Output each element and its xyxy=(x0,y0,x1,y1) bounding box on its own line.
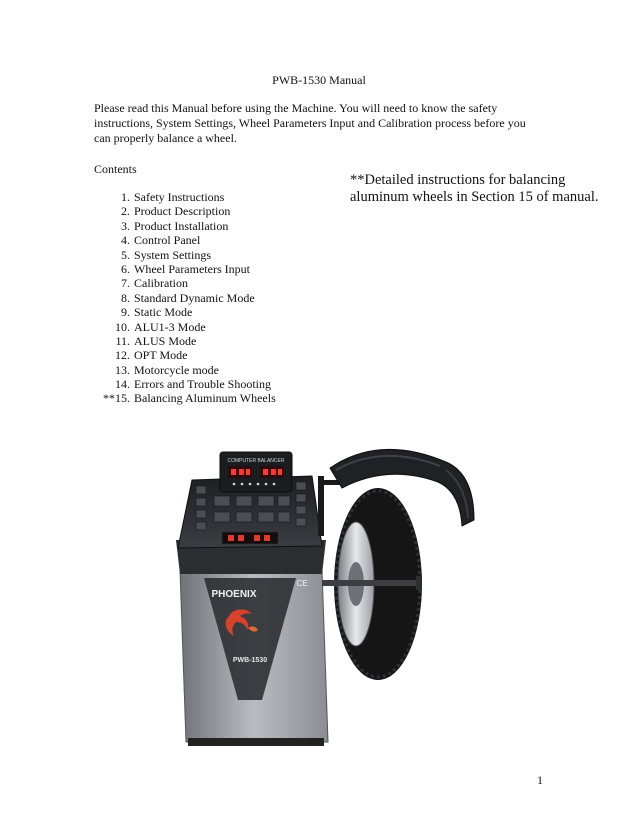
toc-title: OPT Mode xyxy=(134,348,188,363)
toc-item xyxy=(94,248,276,262)
toc-item xyxy=(94,190,276,204)
toc-item xyxy=(94,291,276,305)
toc-number: 3. xyxy=(121,218,130,233)
toc-number: 10. xyxy=(115,319,130,334)
toc-item xyxy=(94,204,276,218)
toc-title: Static Mode xyxy=(134,305,193,320)
toc-number: 2. xyxy=(121,204,130,219)
toc-title: Product Description xyxy=(134,204,231,219)
ce-mark: CE xyxy=(296,579,308,588)
toc-title: ALU1-3 Mode xyxy=(134,319,206,334)
toc-item xyxy=(94,348,276,362)
toc-title: Standard Dynamic Mode xyxy=(134,290,255,305)
note-line: **Detailed instructions for balancing xyxy=(350,172,566,188)
toc-item xyxy=(94,320,276,334)
display-label: COMPUTER BALANCER xyxy=(227,458,285,464)
note-line: aluminum wheels in Section 15 of manual. xyxy=(350,189,599,205)
toc-title: Wheel Parameters Input xyxy=(134,261,250,276)
toc-number: 14. xyxy=(115,377,130,392)
intro-line: can properly balance a wheel. xyxy=(94,131,237,145)
table-of-contents xyxy=(94,190,276,406)
intro-line: instructions, System Settings, Wheel Parameters Input and Calibration process before you xyxy=(94,116,526,130)
toc-item xyxy=(94,334,276,348)
toc-title: Balancing Aluminum Wheels xyxy=(134,391,276,406)
contents-heading: Contents xyxy=(94,162,137,176)
wheel-balancer-photo xyxy=(176,436,482,752)
toc-number: 6. xyxy=(121,261,130,276)
toc-number: 8. xyxy=(121,290,130,305)
toc-item xyxy=(94,276,276,290)
toc-number: 5. xyxy=(121,247,130,262)
hood-arm xyxy=(318,476,342,536)
toc-title: Errors and Trouble Shooting xyxy=(134,377,272,392)
toc-title: Calibration xyxy=(134,276,188,291)
toc-item xyxy=(94,305,276,319)
aluminum-wheels-note xyxy=(350,172,598,206)
toc-title: ALUS Mode xyxy=(134,333,197,348)
document-title: PWB-1530 Manual xyxy=(272,73,366,87)
toc-item xyxy=(94,233,276,247)
toc-item xyxy=(94,377,276,391)
toc-item xyxy=(94,262,276,276)
toc-number: 7. xyxy=(121,276,130,291)
toc-number: 9. xyxy=(121,305,130,320)
model-label: PWB-1530 xyxy=(232,657,268,664)
toc-title: Product Installation xyxy=(134,218,229,233)
intro-paragraph xyxy=(94,101,564,146)
brand-logo-text: PHOENIX xyxy=(211,589,257,600)
intro-line: Please read this Manual before using the Machine. You will need to know the safety xyxy=(94,101,498,115)
toc-item xyxy=(94,363,276,377)
toc-number: 4. xyxy=(121,233,130,248)
toc-title: Safety Instructions xyxy=(134,190,225,204)
toc-title: System Settings xyxy=(134,247,212,262)
toc-number: 1. xyxy=(121,190,130,204)
balancer-cabinet xyxy=(176,540,328,746)
display-panel xyxy=(220,452,292,492)
toc-number: 13. xyxy=(115,362,130,377)
page-number: 1 xyxy=(537,773,543,787)
toc-number: 11. xyxy=(115,333,130,348)
toc-number: **15. xyxy=(103,391,130,406)
toc-title: Control Panel xyxy=(134,233,201,248)
toc-title: Motorcycle mode xyxy=(134,362,219,377)
toc-number: 12. xyxy=(115,348,130,363)
toc-item xyxy=(94,219,276,233)
toc-item xyxy=(94,391,276,405)
